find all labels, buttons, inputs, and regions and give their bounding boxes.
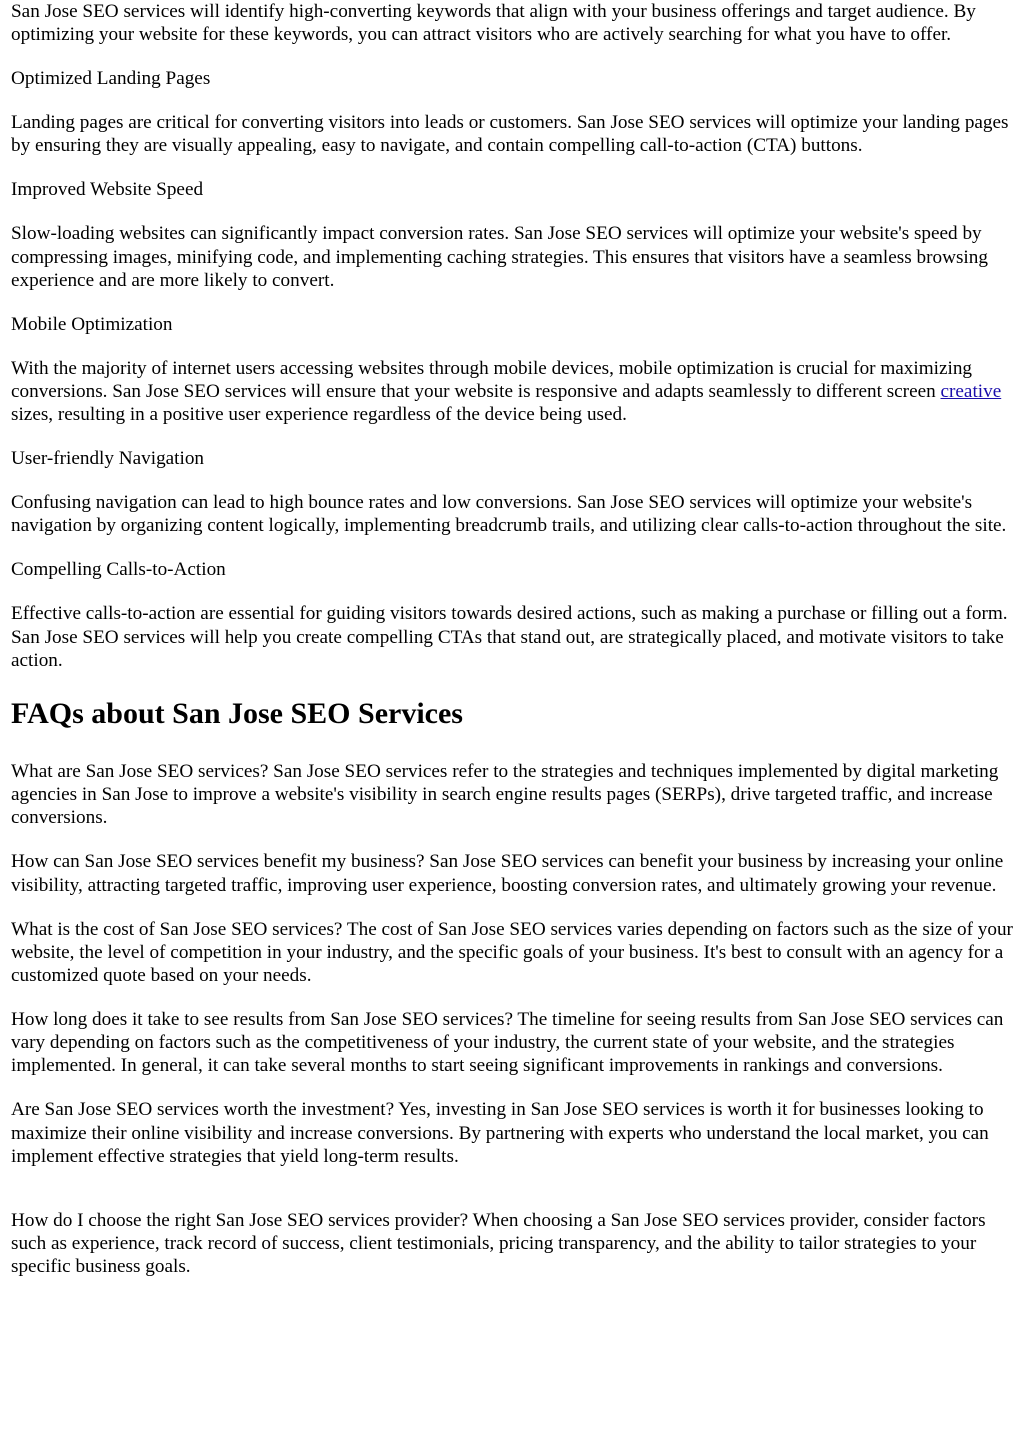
- section-heading-calls-to-action: Compelling Calls-to-Action: [11, 559, 226, 581]
- section-body-navigation: Confusing navigation can lead to high bounce rates and low conversions. San Jose SEO services will optimize your website's navigation by organizing content logically, implementing breadcrumb trails, and utilizing clear calls-to-action throughout the site.: [11, 492, 1007, 537]
- section-heading-landing-pages: Optimized Landing Pages: [11, 68, 211, 90]
- section-heading-navigation: User-friendly Navigation: [11, 448, 205, 470]
- section-body-calls-to-action: Effective calls-to-action are essential for guiding visitors towards desired actions, such as making a purchase or filling out a form. San Jose SEO services will help you create compelling CTAs that stand out, are strategically placed, and motivate visitors to take action.: [11, 603, 1008, 671]
- section-heading-mobile-optimization: Mobile Optimization: [11, 313, 173, 335]
- creative-link[interactable]: creative: [940, 381, 1002, 403]
- faq-spacer: [11, 1189, 1013, 1209]
- faq-heading: FAQs about San Jose SEO Services: [11, 697, 463, 731]
- mobile-body-text-after-link: sizes, resulting in a positive user experience regardless of the device being used.: [11, 404, 627, 426]
- faq-item: What is the cost of San Jose SEO services? The cost of San Jose SEO services varies depending on factors such as the size of your website, the level of competition in your industry, and the specific goals of your business. It's best to consult with an agency for a customized quote based on your needs.: [11, 918, 1013, 987]
- section-body-landing-pages: Landing pages are critical for converting visitors into leads or customers. San Jose SEO services will optimize your landing pages by ensuring they are visually appealing, easy to navigate, and contain compelling call-to-action (CTA) buttons.: [11, 112, 1009, 157]
- intro-paragraph: San Jose SEO services will identify high-converting keywords that align with your business offerings and target audience. By optimizing your website for these keywords, you can attract visitors who are actively searching for what you have to offer.: [11, 1, 976, 46]
- faq-item: How do I choose the right San Jose SEO services provider? When choosing a San Jose SEO services provider, consider factors such as experience, track record of success, client testimonials, pricing transparency, and the ability to tailor strategies to your specific business goals.: [11, 1209, 986, 1278]
- mobile-body-text-before-link: With the majority of internet users accessing websites through mobile devices, mobile optimization is crucial for maximizing conversions. San Jose SEO services will ensure that your website is responsive and adapts seamlessly to different screen: [11, 357, 973, 403]
- faq-item: Are San Jose SEO services worth the investment? Yes, investing in San Jose SEO services is worth it for businesses looking to maximize their online visibility and increase conversions. By partnering with experts who understand the local market, you can implement effective strategies that yield long-term results.: [11, 1099, 989, 1167]
- faq-item: What are San Jose SEO services? San Jose SEO services refer to the strategies and techniques implemented by digital marketing agencies in San Jose to improve a website's visibility in search engine results pages (SERPs), drive targeted traffic, and increase conversions.: [11, 761, 999, 829]
- section-body-website-speed: Slow-loading websites can significantly impact conversion rates. San Jose SEO services will optimize your website's speed by compressing images, minifying code, and implementing caching strategies. This ensures that visitors have a seamless browsing experience and are more likely to convert.: [11, 223, 988, 291]
- section-heading-website-speed: Improved Website Speed: [11, 179, 204, 201]
- faq-item: How long does it take to see results from San Jose SEO services? The timeline for seeing results from San Jose SEO services can vary depending on factors such as the competitiveness of your industry, the current state of your website, and the strategies implemented. In general, it can take several months to start seeing significant improvements in rankings and conversions.: [11, 1009, 1004, 1077]
- section-body-mobile-optimization: [11, 357, 1013, 427]
- faq-item: How can San Jose SEO services benefit my business? San Jose SEO services can benefit your business by increasing your online visibility, attracting targeted traffic, improving user experience, boosting conversion rates, and ultimately growing your revenue.: [11, 851, 1004, 896]
